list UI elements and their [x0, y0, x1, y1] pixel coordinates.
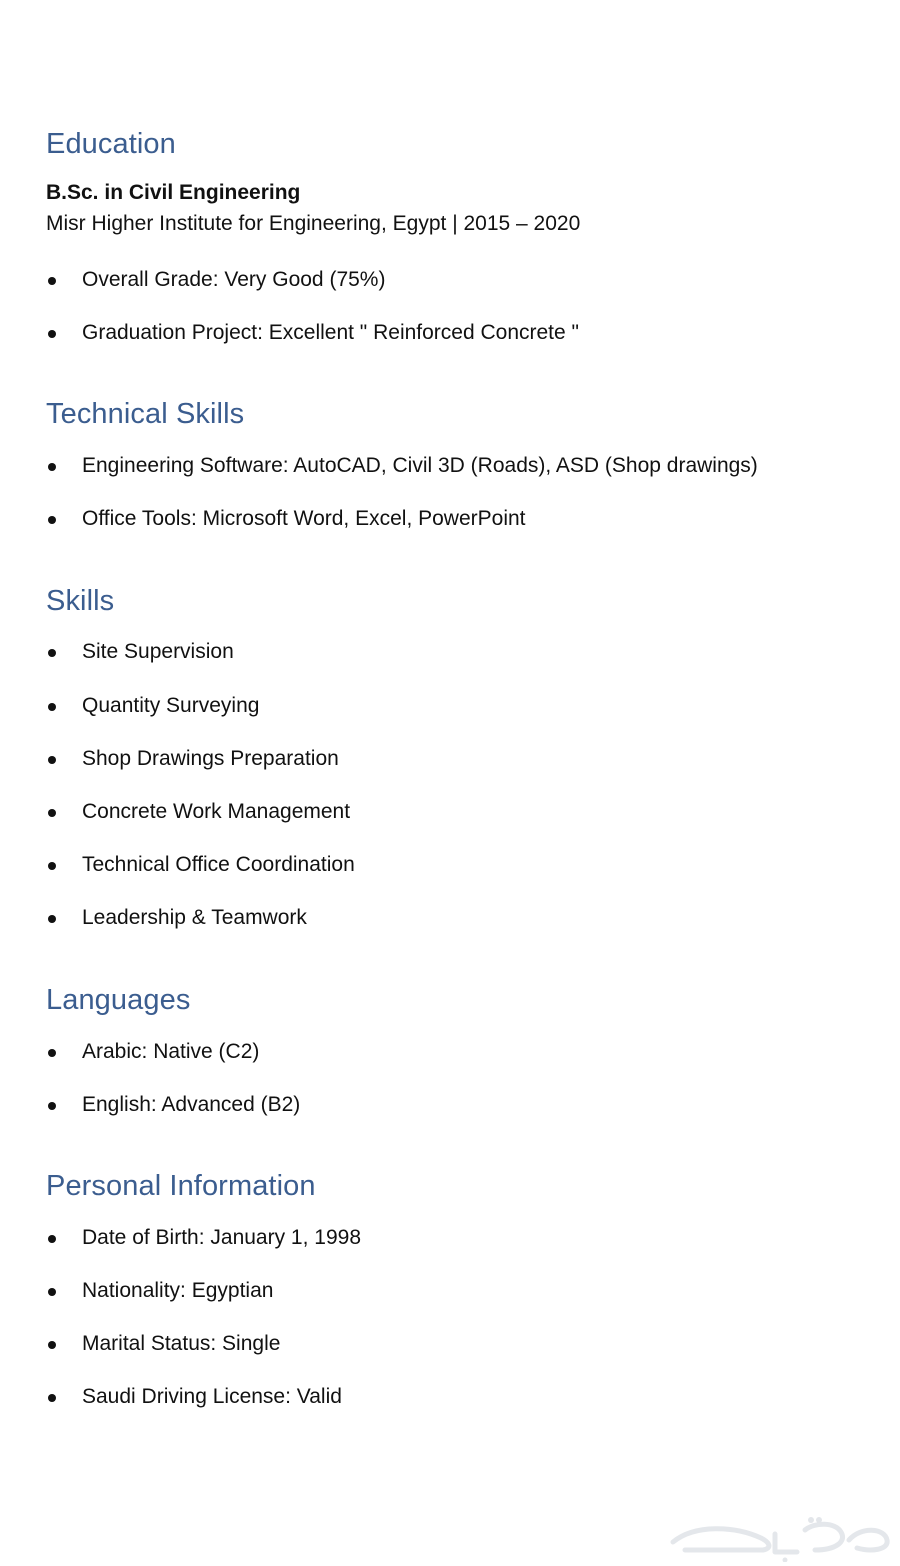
list-item	[46, 1276, 846, 1306]
list-item	[46, 850, 846, 880]
list-item	[46, 903, 846, 933]
list-item	[46, 1329, 846, 1359]
list-item-text: Technical Office Coordination	[82, 853, 355, 876]
degree-title: B.Sc. in Civil Engineering	[46, 181, 301, 204]
bullet-icon	[48, 1102, 56, 1110]
personal-information-heading: Personal Information	[46, 1170, 316, 1202]
skills-heading: Skills	[46, 585, 115, 617]
list-item	[46, 265, 846, 295]
list-item-text: Leadership & Teamwork	[82, 906, 307, 929]
list-item	[46, 451, 846, 481]
technical-skills-heading: Technical Skills	[46, 398, 245, 430]
list-item-text: Engineering Software: AutoCAD, Civil 3D (Roads), ASD (Shop drawings)	[82, 454, 758, 477]
list-item	[46, 744, 846, 774]
list-item-text: Arabic: Native (C2)	[82, 1040, 260, 1063]
list-item	[46, 318, 846, 348]
list-item-text: Date of Birth: January 1, 1998	[82, 1226, 361, 1249]
list-item	[46, 504, 846, 534]
list-item	[46, 691, 846, 721]
list-item-text: Quantity Surveying	[82, 694, 260, 717]
bullet-icon	[48, 649, 56, 657]
bullet-icon	[48, 756, 56, 764]
bullet-icon	[48, 862, 56, 870]
bullet-icon	[48, 809, 56, 817]
list-item	[46, 797, 846, 827]
education-heading: Education	[46, 128, 176, 160]
bullet-icon	[48, 1341, 56, 1349]
bullet-icon	[48, 1049, 56, 1057]
list-item-text: Office Tools: Microsoft Word, Excel, PowerPoint	[82, 507, 526, 530]
list-item	[46, 1382, 846, 1412]
list-item	[46, 637, 846, 667]
list-item-text: Site Supervision	[82, 640, 234, 663]
institution-line: Misr Higher Institute for Engineering, Egypt | 2015 – 2020	[46, 212, 581, 235]
list-item	[46, 1223, 846, 1253]
bullet-icon	[48, 330, 56, 338]
list-item-text: Overall Grade: Very Good (75%)	[82, 268, 386, 291]
languages-heading: Languages	[46, 984, 191, 1016]
bullet-icon	[48, 277, 56, 285]
list-item-text: English: Advanced (B2)	[82, 1093, 301, 1116]
haraj-logo-watermark-icon	[665, 1508, 895, 1562]
list-item-text: Concrete Work Management	[82, 800, 351, 823]
list-item-text: Marital Status: Single	[82, 1332, 281, 1355]
bullet-icon	[48, 703, 56, 711]
list-item-text: Graduation Project: Excellent " Reinforced Concrete "	[82, 321, 579, 344]
list-item	[46, 1090, 846, 1120]
bullet-icon	[48, 516, 56, 524]
list-item-text: Nationality: Egyptian	[82, 1279, 274, 1302]
list-item-text: Saudi Driving License: Valid	[82, 1385, 342, 1408]
list-item-text: Shop Drawings Preparation	[82, 747, 339, 770]
bullet-icon	[48, 1235, 56, 1243]
list-item	[46, 1037, 846, 1067]
bullet-icon	[48, 1394, 56, 1402]
bullet-icon	[48, 915, 56, 923]
bullet-icon	[48, 1288, 56, 1296]
bullet-icon	[48, 463, 56, 471]
